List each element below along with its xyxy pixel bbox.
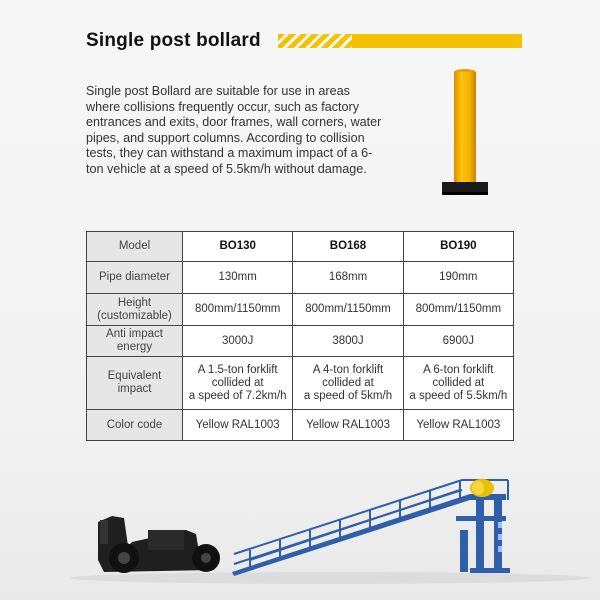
table-cell: Yellow RAL1003 <box>183 410 293 441</box>
table-header-row <box>87 232 514 262</box>
table-cell: A 4-ton forklift collided at a speed of 5km/h <box>293 357 403 410</box>
table-row <box>87 294 514 326</box>
row-label-pipe-diameter: Pipe diameter <box>87 262 183 294</box>
table-cell: 3000J <box>183 326 293 357</box>
crash-test-illustration <box>0 460 600 600</box>
table-cell: 190mm <box>403 262 513 294</box>
table-row <box>87 262 514 294</box>
bollard-pipe <box>454 72 476 184</box>
row-label-color-code: Color code <box>87 410 183 441</box>
table-row <box>87 326 514 357</box>
table-row <box>87 357 514 410</box>
table-cell: Yellow RAL1003 <box>293 410 403 441</box>
table-cell: Yellow RAL1003 <box>403 410 513 441</box>
model-bo190: BO190 <box>403 232 513 262</box>
table-cell: 168mm <box>293 262 403 294</box>
table-row <box>87 410 514 441</box>
crash-test-cart <box>98 516 220 573</box>
table-cell: 130mm <box>183 262 293 294</box>
specification-table <box>86 231 514 441</box>
table-cell: 6900J <box>403 326 513 357</box>
yellow-drum <box>470 479 494 497</box>
bollard-illustration <box>430 68 500 200</box>
table-cell: 3800J <box>293 326 403 357</box>
row-label-model: Model <box>87 232 183 262</box>
table-cell: A 6-ton forklift collided at a speed of 5.5km/h <box>403 357 513 410</box>
row-label-height: Height (customizable) <box>87 294 183 326</box>
table-cell: 800mm/1150mm <box>293 294 403 326</box>
table-cell: A 1.5-ton forklift collided at a speed of 7.2km/h <box>183 357 293 410</box>
row-label-equivalent-impact: Equivalent impact <box>87 357 183 410</box>
model-bo130: BO130 <box>183 232 293 262</box>
table-cell: 800mm/1150mm <box>403 294 513 326</box>
page-title: Single post bollard <box>86 30 261 51</box>
table-cell: 800mm/1150mm <box>183 294 293 326</box>
ramp-support-tower <box>456 500 510 573</box>
product-description: Single post Bollard are suitable for use in areas where collisions frequently occur, such as factory entrances and exits, door frames, wall corners, water pipes, and support columns. According to collision tests, they can withstand a maximum impact of a 6-ton vehicle at a speed of 5.5km/h without damage. <box>86 84 382 176</box>
model-bo168: BO168 <box>293 232 403 262</box>
accent-bar-decoration <box>352 34 522 48</box>
row-label-anti-impact-energy: Anti impact energy <box>87 326 183 357</box>
